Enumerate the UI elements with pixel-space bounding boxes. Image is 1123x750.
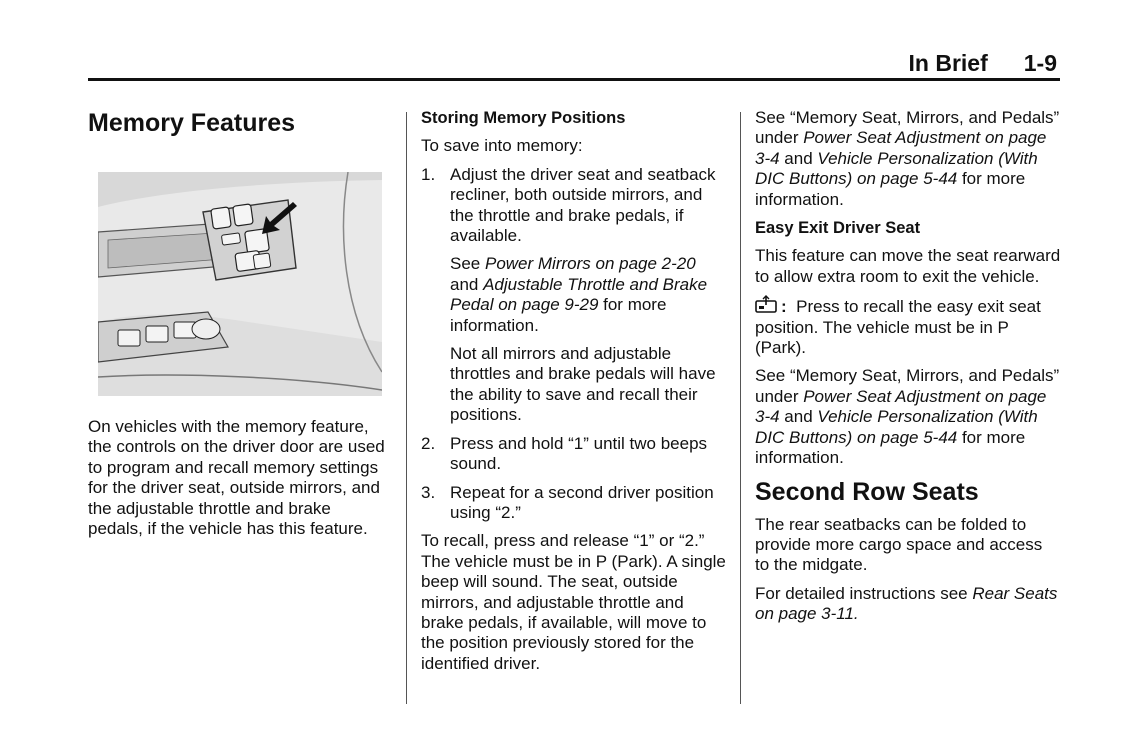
cross-reference-link[interactable]: Adjustable Throttle and Brake Pedal on page 9-29: [450, 274, 708, 315]
cross-reference-link[interactable]: Rear Seats on page 3-11.: [755, 583, 1058, 624]
easy-exit-seat-icon: [755, 295, 779, 315]
door-memory-controls-illustration: [98, 172, 382, 396]
column-2: [421, 108, 727, 682]
see-prefix: See: [450, 254, 485, 274]
cross-reference-link[interactable]: Power Seat Adjustment on page 3-4: [755, 128, 1047, 168]
rear-seatbacks-paragraph: The rear seatbacks can be folded to provide more cargo space and access to the midgate.: [755, 514, 1043, 575]
section-title-memory-features: Memory Features: [88, 109, 296, 137]
see-and: and: [779, 407, 818, 427]
column-divider-2: [740, 112, 741, 704]
memory-features-paragraph: On vehicles with the memory feature, the controls on the driver door are used to program and recall memory settings for the driver seat, outside mirrors, and the adjustable throttle and brake pedals, if the vehicle has this feature.: [88, 417, 385, 539]
see-suffix: for more information.: [450, 295, 667, 335]
see-suffix: for more information.: [755, 427, 1026, 468]
step-text: Adjust the driver seat and seatback recliner, both outside mirrors, and the throttle and brake pedals, if available.: [450, 164, 716, 246]
column-divider-1: [406, 112, 407, 704]
step-1-note: Not all mirrors and adjustable throttles and brake pedals will have the ability to save and recall their positions.: [450, 344, 716, 425]
storing-intro: To save into memory:: [421, 136, 583, 156]
page-number: 1-9: [1023, 50, 1057, 76]
see-prefix: See “Memory Seat, Mirrors, and Pedals” under: [755, 366, 1060, 406]
column-3: [755, 108, 1061, 633]
step-1-see: [450, 254, 727, 336]
section-title-second-row-seats: Second Row Seats: [755, 477, 979, 506]
step-2: [421, 434, 727, 475]
header-section: In Brief: [908, 50, 988, 76]
icon-separator: :: [781, 297, 787, 317]
step-number: 3.: [421, 482, 436, 502]
see-prefix: See “Memory Seat, Mirrors, and Pedals” under: [755, 108, 1060, 148]
see-memory-seat-1: [755, 108, 1061, 210]
column-1-body: [88, 417, 388, 547]
step-number: 1.: [421, 164, 436, 184]
cross-reference-link[interactable]: Power Mirrors on page 2-20: [484, 254, 696, 274]
heading-easy-exit-driver-seat: Easy Exit Driver Seat: [755, 219, 921, 238]
header-rule: [88, 78, 1060, 81]
running-header: [909, 50, 1057, 77]
recall-paragraph: To recall, press and release “1” or “2.” The vehicle must be in P (Park). A single beep will sound. The seat, outside mirrors, and adjustable throttle and brake pedals, if available, will move to the position previously stored for the identified driver.: [421, 531, 726, 673]
step-text: Repeat for a second driver position using “2.”: [450, 482, 714, 522]
step-1: [421, 165, 727, 426]
see-and: and: [779, 148, 818, 168]
see-and: and: [450, 274, 484, 294]
cross-reference-link[interactable]: Power Seat Adjustment on page 3-4: [755, 386, 1047, 427]
column-1: [88, 108, 388, 138]
step-3: [421, 483, 727, 524]
step-number: 2.: [421, 433, 436, 453]
step-text: Press and hold “1” until two beeps sound.: [450, 433, 708, 474]
detailed-instructions: [755, 584, 1061, 625]
icon-description-text: Press to recall the easy exit seat position. The vehicle must be in P (Park).: [755, 297, 1041, 358]
cross-reference-link[interactable]: Vehicle Personalization (With DIC Buttons) on page 5-44: [755, 407, 1038, 447]
see-memory-seat-2: [755, 366, 1061, 468]
see-suffix: for more information.: [755, 169, 1026, 209]
easy-exit-intro: This feature can move the seat rearward to allow extra room to exit the vehicle.: [755, 246, 1061, 286]
steps-list: [421, 165, 727, 524]
cross-reference-link[interactable]: Vehicle Personalization (With DIC Buttons) on page 5-44: [755, 148, 1038, 189]
heading-storing-memory-positions: Storing Memory Positions: [421, 109, 626, 127]
detail-prefix: For detailed instructions see: [755, 583, 973, 603]
easy-exit-button-description: [755, 295, 1061, 358]
